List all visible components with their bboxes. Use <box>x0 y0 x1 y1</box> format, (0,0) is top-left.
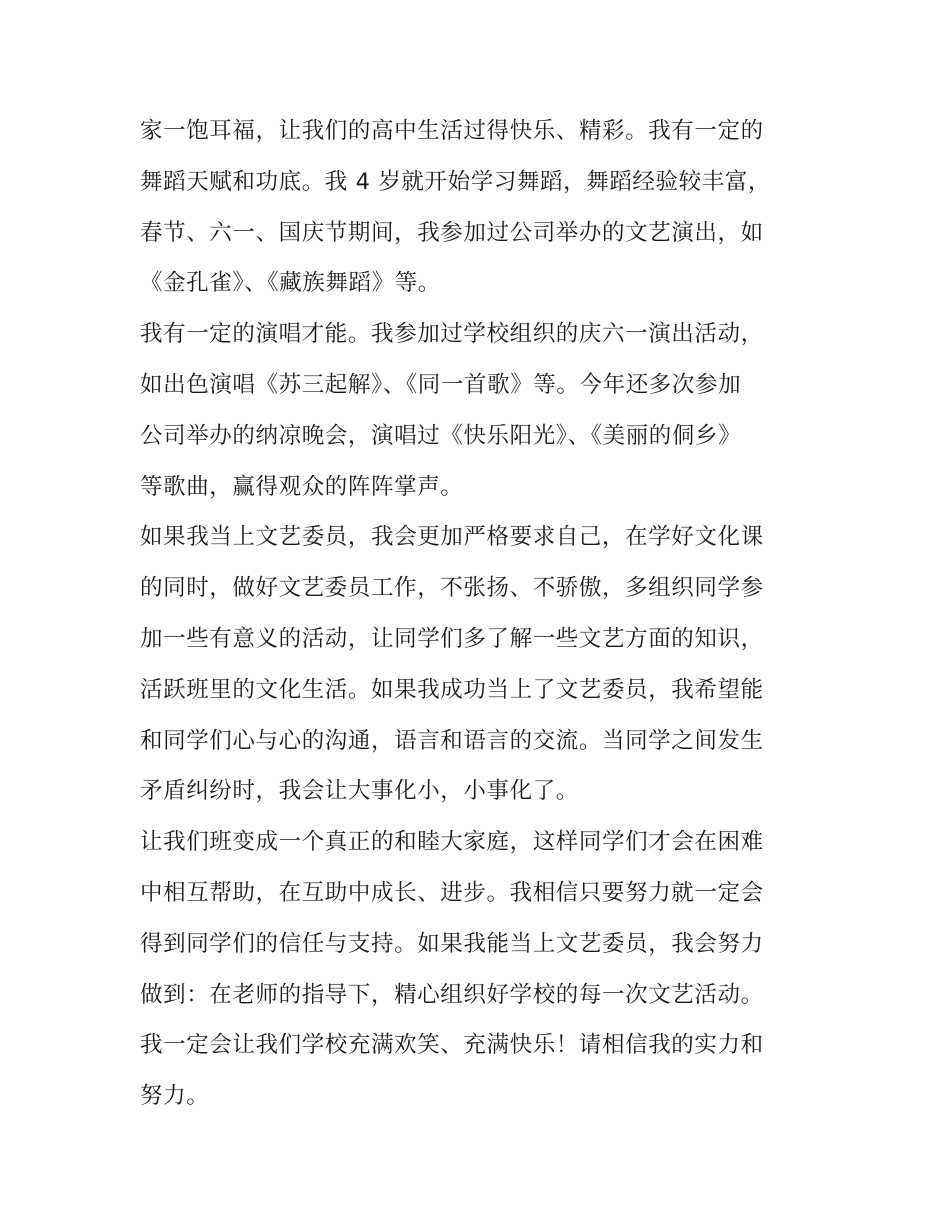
body-text <box>140 106 820 1122</box>
text-line: 得到同学们的信任与支持。如果我能当上文艺委员，我会努力 <box>140 930 764 957</box>
text-line: 我一定会让我们学校充满欢笑、充满快乐！请相信我的实力和 <box>140 1032 764 1059</box>
text-line: 做到：在老师的指导下，精心组织好学校的每一次文艺活动。 <box>140 981 764 1008</box>
text-line: 让我们班变成一个真正的和睦大家庭，这样同学们才会在困难 <box>140 829 764 856</box>
text-line: 如出色演唱《苏三起解》、《同一首歌》等。今年还多次参加 <box>140 371 742 398</box>
text-line: 努力。 <box>140 1083 210 1110</box>
text-line: 中相互帮助，在互助中成长、进步。我相信只要努力就一定会 <box>140 879 764 906</box>
text-line: 的同时，做好文艺委员工作，不张扬、不骄傲，多组织同学参 <box>140 575 764 602</box>
text-line: 舞蹈天赋和功底。我 4 岁就开始学习舞蹈，舞蹈经验较丰富， <box>140 168 772 195</box>
text-line: 家一饱耳福，让我们的高中生活过得快乐、精彩。我有一定的 <box>140 118 764 144</box>
text-line: 如果我当上文艺委员，我会更加严格要求自己，在学好文化课 <box>140 524 764 551</box>
text-line: 春节、六一、国庆节期间，我参加过公司举办的文艺演出，如 <box>140 219 764 246</box>
text-line: 矛盾纠纷时，我会让大事化小，小事化了。 <box>140 778 579 805</box>
text-line: 《金孔雀》、《藏族舞蹈》等。 <box>140 270 441 297</box>
text-line: 加一些有意义的活动，让同学们多了解一些文艺方面的知识， <box>140 625 764 652</box>
text-line: 活跃班里的文化生活。如果我成功当上了文艺委员，我希望能 <box>140 676 764 703</box>
text-line: 公司举办的纳凉晚会，演唱过《快乐阳光》、《美丽的侗乡》 <box>140 422 742 449</box>
text-line: 和同学们心与心的沟通，语言和语言的交流。当同学之间发生 <box>140 727 764 754</box>
text-line: 等歌曲，赢得观众的阵阵掌声。 <box>140 473 464 500</box>
text-line: 我有一定的演唱才能。我参加过学校组织的庆六一演出活动， <box>140 321 764 348</box>
